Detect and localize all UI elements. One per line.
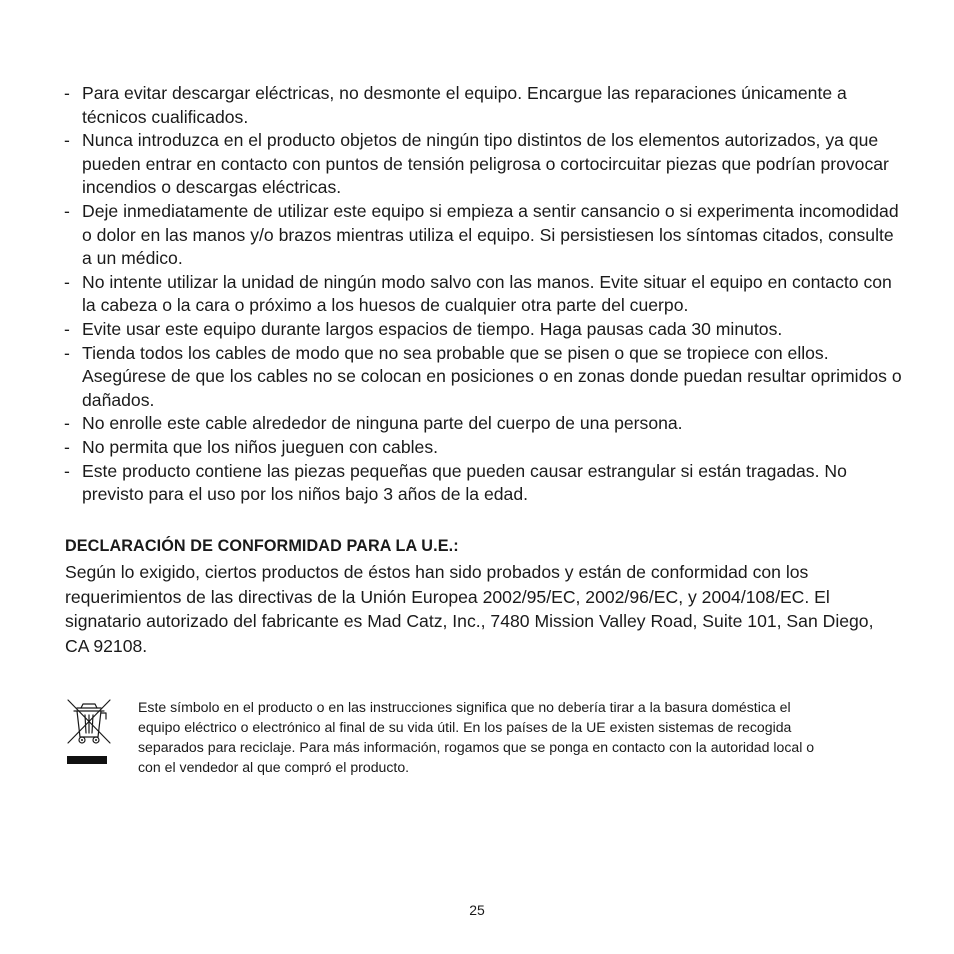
weee-disposal-notice: Este símbolo en el producto o en las instrucciones significa que no debería tirar a la basura doméstica el equipo eléctrico o electrónico al final de su vida útil. En los países de la UE existen sistemas de recogida separados para reciclaje. Para más información, rogamos que se ponga en contacto con la autoridad local o con el vendedor al que compró el producto. (138, 699, 815, 775)
page-number: 25 (469, 902, 485, 918)
list-item (63, 318, 903, 342)
list-item (63, 342, 903, 413)
list-item (63, 82, 903, 129)
list-item (63, 200, 903, 271)
bullet-text: Nunca introduzca en el producto objetos de ningún tipo distintos de los elementos autorizados, ya que pueden entrar en contacto con puntos de tensión peligrosa o cortocircuitar piezas que podrían provocar incendios o descargas eléctricas. (82, 130, 889, 198)
declaration-heading: DECLARACIÓN DE CONFORMIDAD PARA LA U.E.: (65, 537, 459, 555)
bullet-dash: - (64, 460, 70, 481)
declaration-body: Según lo exigido, ciertos productos de éstos han sido probados y están de conformidad con los requerimientos de las directivas de la Unión Europea 2002/95/EC, 2002/96/EC, y 2004/108/EC. El signatario autorizado del fabricante es Mad Catz, Inc., 7480 Mission Valley Road, Suite 101, San Diego, CA 92108. (65, 562, 874, 656)
bullet-dash: - (64, 271, 70, 292)
bullet-dash: - (64, 318, 70, 339)
bullet-text: Este producto contiene las piezas pequeñas que pueden causar estrangular si están tragadas. No previsto para el uso por los niños bajo 3 años de la edad. (82, 460, 847, 505)
bullet-dash: - (64, 200, 70, 221)
bullet-text: Deje inmediatamente de utilizar este equipo si empieza a sentir cansancio o si experimenta incomodidad o dolor en las manos y/o brazos mientras utiliza el equipo. Si persistiesen los síntomas citados, consulte a un médico. (82, 200, 899, 269)
bullet-dash: - (64, 342, 70, 363)
bullet-dash: - (64, 130, 70, 151)
bullet-text: No intente utilizar la unidad de ningún modo salvo con las manos. Evite situar el equipo en contacto con la cabeza o la cara o próximo a los huesos de cualquier otra parte del cuerpo. (82, 271, 892, 316)
bullet-dash: - (64, 436, 70, 457)
list-item (63, 129, 903, 200)
bullet-text: Evite usar este equipo durante largos espacios de tiempo. Haga pausas cada 30 minutos. (82, 318, 783, 339)
list-item (63, 271, 903, 318)
list-item (63, 436, 903, 460)
safety-bullet-list (63, 82, 903, 507)
crossed-out-wheelie-bin-icon (64, 697, 114, 767)
list-item (63, 460, 903, 507)
list-item (63, 412, 903, 436)
bullet-text: Tienda todos los cables de modo que no sea probable que se pisen o que se tropiece con ellos. Asegúrese de que los cables no se colocan en posiciones o en zonas donde puedan resultar oprimidos o dañados. (82, 342, 902, 410)
bullet-text: No enrolle este cable alrededor de ninguna parte del cuerpo de una persona. (82, 413, 683, 434)
bullet-text: Para evitar descargar eléctricas, no desmonte el equipo. Encargue las reparaciones únicamente a técnicos cualificados. (82, 83, 847, 127)
bullet-text: No permita que los niños jueguen con cables. (82, 436, 439, 457)
bullet-dash: - (64, 413, 70, 434)
bullet-dash: - (64, 83, 70, 103)
